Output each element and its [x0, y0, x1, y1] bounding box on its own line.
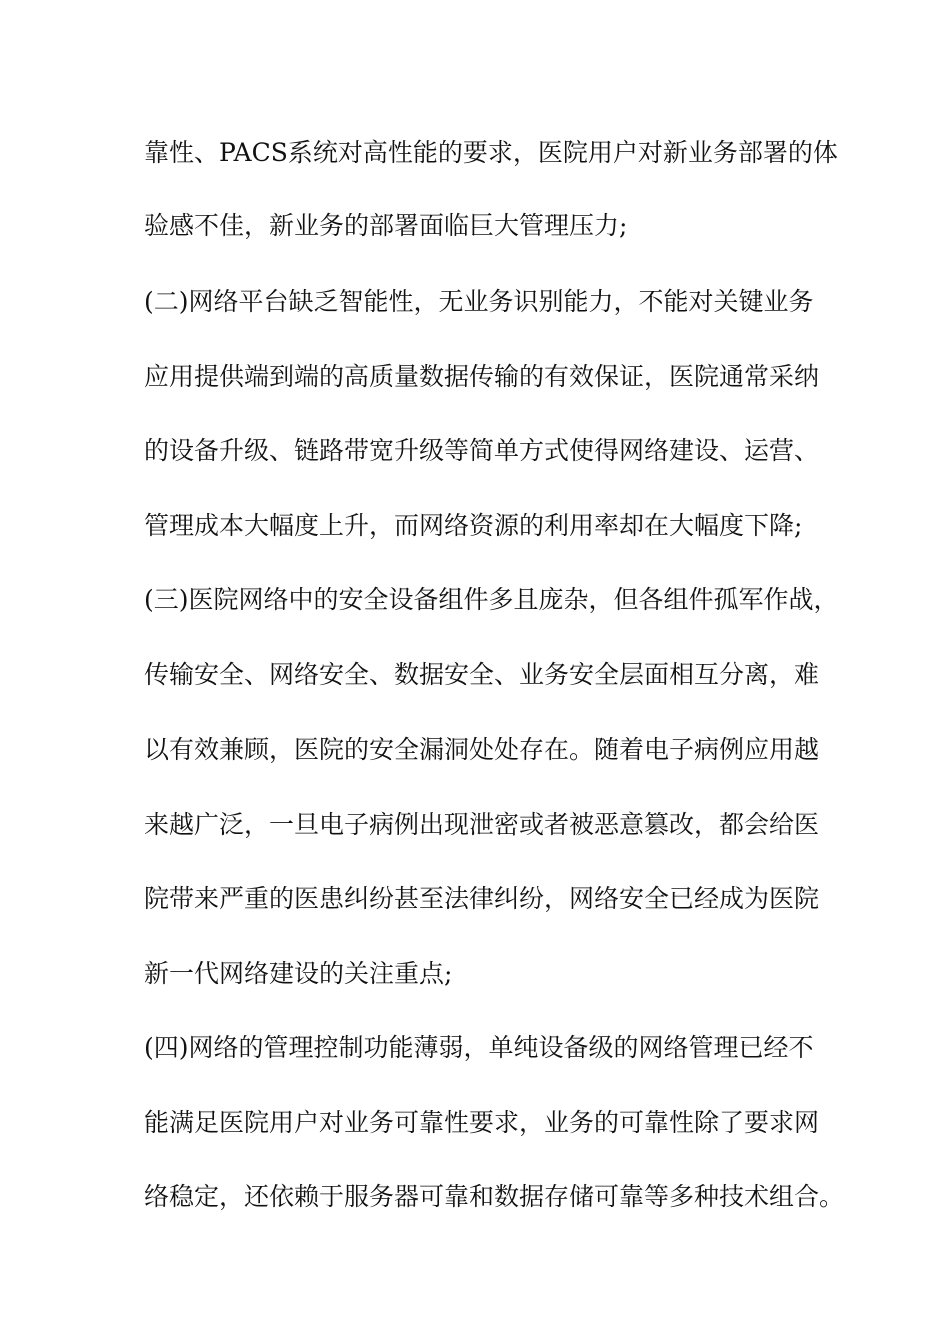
- text-line-4: 应用提供端到端的高质量数据传输的有效保证，医院通常采纳: [144, 362, 820, 391]
- text-line-9: 以有效兼顾，医院的安全漏洞处处存在。随着电子病例应用越: [144, 735, 820, 764]
- text-line-15: 络稳定，还依赖于服务器可靠和数据存储可靠等多种技术组合。: [144, 1182, 845, 1211]
- text-line-12: 新一代网络建设的关注重点;: [144, 959, 453, 988]
- text-line-10: 来越广泛，一旦电子病例出现泄密或者被恶意篡改，都会给医: [144, 810, 820, 839]
- text-line-7: (三)医院网络中的安全设备组件多且庞杂，但各组件孤军作战，: [144, 585, 839, 614]
- text-line-11: 院带来严重的医患纠纷甚至法律纠纷，网络安全已经成为医院: [144, 884, 820, 913]
- text-line-14: 能满足医院用户对业务可靠性要求，业务的可靠性除了要求网: [144, 1108, 820, 1137]
- text-line-3: (二)网络平台缺乏智能性，无业务识别能力，不能对关键业务: [144, 287, 814, 316]
- text-line-5: 的设备升级、链路带宽升级等简单方式使得网络建设、运营、: [144, 436, 820, 465]
- text-line-6: 管理成本大幅度上升，而网络资源的利用率却在大幅度下降;: [144, 511, 803, 540]
- text-line-1: 靠性、PACS系统对高性能的要求，医院用户对新业务部署的体: [144, 138, 838, 167]
- text-line-2: 验感不佳，新业务的部署面临巨大管理压力;: [144, 211, 628, 240]
- text-line-13: (四)网络的管理控制功能薄弱，单纯设备级的网络管理已经不: [144, 1033, 814, 1062]
- text-line-8: 传输安全、网络安全、数据安全、业务安全层面相互分离，难: [144, 660, 820, 689]
